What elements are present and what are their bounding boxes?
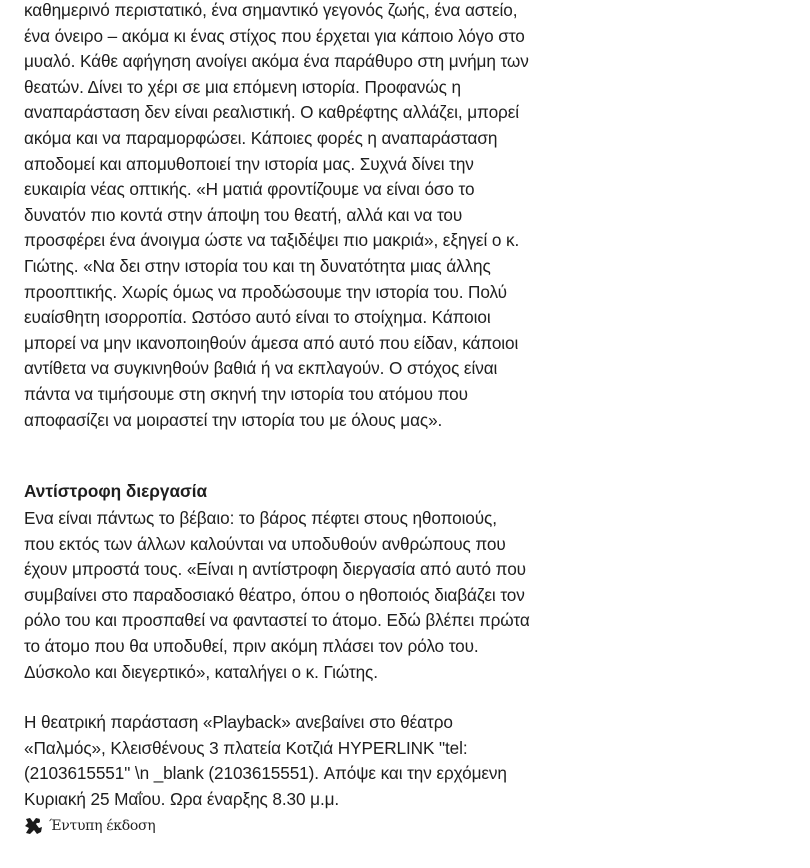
- paragraph-line: ένα όνειρο – ακόμα κι ένας στίχος που έρχεται για κάποιο λόγο στο: [24, 25, 525, 46]
- printed-edition-logo-icon: [24, 816, 44, 836]
- paragraph-line: αποδομεί και απομυθοποιεί την ιστορία μας. Συχνά δίνει την: [24, 153, 474, 174]
- paragraph-line: ακόμα και να παραμορφώσει. Κάποιες φορές η αναπαράσταση: [24, 127, 498, 148]
- paragraph-1: [24, 0, 584, 433]
- paragraph-line: ρόλο του και προσπαθεί να φανταστεί το άτομο. Εδώ βλέπει πρώτα: [24, 610, 530, 631]
- printed-edition-link[interactable]: [24, 816, 155, 836]
- paragraph-line: ευαίσθητη ισορροπία. Ωστόσο αυτό είναι το στοίχημα. Κάποιοι: [24, 307, 491, 328]
- paragraph-line: Κυριακή 25 Μαΐου. Ωρα έναρξης 8.30 μ.μ.: [24, 788, 340, 809]
- paragraph-2: [24, 506, 530, 685]
- paragraph-line: Δύσκολο και διεγερτικό», καταλήγει ο κ. Γιώτης.: [24, 661, 378, 682]
- paragraph-line: Η θεατρική παράσταση «Playback» ανεβαίνει στο θέατρο: [24, 712, 453, 732]
- paragraph-line: θεατών. Δίνει το χέρι σε μια επόμενη ιστορία. Προφανώς η: [24, 76, 461, 97]
- article-body: [24, 0, 584, 809]
- paragraph-line: συμβαίνει στο παραδοσιακό θέατρο, όπου ο ηθοποιός διαβάζει τον: [24, 584, 525, 605]
- paragraph-3: [24, 710, 507, 812]
- paragraph-line: προσφέρει ένα άνοιγμα ώστε να ταξιδέψει πιο μακριά», εξηγεί ο κ.: [24, 230, 520, 251]
- paragraph-line: το άτομο που θα υποδυθεί, πριν ακόμη πλάσει τον ρόλο του.: [24, 635, 479, 656]
- paragraph-line: μπορεί να μην ικανοποιηθούν άμεσα από αυτό που είδαν, κάποιοι: [24, 332, 519, 353]
- paragraph-line: που εκτός των άλλων καλούνται να υποδυθούν ανθρώπους που: [24, 533, 506, 554]
- paragraph-line: αποφασίζει να μοιραστεί την ιστορία του με όλους μας».: [24, 409, 443, 430]
- paragraph-line: ευκαιρία νέας οπτικής. «Η ματιά φροντίζουμε να είναι όσο το: [24, 179, 475, 200]
- section-heading: Αντίστροφη διεργασία: [24, 481, 208, 501]
- paragraph-line: δυνατόν πιο κοντά στην άποψη του θεατή, αλλά και να του: [24, 204, 463, 225]
- paragraph-line: «Παλμός», Κλεισθένους 3 πλατεία Κοτζιά HYPERLINK "tel:: [24, 737, 468, 758]
- paragraph-line: προοπτικής. Χωρίς όμως να προδώσουμε την ιστορία του. Πολύ: [24, 281, 507, 302]
- paragraph-line: πάντα να τιμήσουμε στη σκηνή την ιστορία του ατόμου που: [24, 383, 468, 404]
- paragraph-line: καθημερινό περιστατικό, ένα σημαντικό γεγονός ζωής, ένα αστείο,: [24, 0, 518, 20]
- paragraph-line: (2103615551" \n _blank (2103615551). Απόψε και την ερχόμενη: [24, 763, 507, 784]
- paragraph-line: έχουν μπροστά τους. «Είναι η αντίστροφη διεργασία από αυτό που: [24, 559, 526, 580]
- paragraph-line: αντίθετα να συγκινηθούν βαθιά ή να εκπλαγούν. Ο στόχος είναι: [24, 358, 498, 379]
- paragraph-line: Γιώτης. «Να δει στην ιστορία του και τη δυνατότητα μιας άλλης: [24, 255, 491, 276]
- paragraph-line: Ενα είναι πάντως το βέβαιο: το βάρος πέφτει στους ηθοποιούς,: [24, 508, 497, 528]
- printed-edition-label[interactable]: Έντυπη έκδοση: [49, 818, 156, 834]
- paragraph-line: μυαλό. Κάθε αφήγηση ανοίγει ακόμα ένα παράθυρο στη μνήμη των: [24, 51, 529, 72]
- paragraph-line: αναπαράσταση δεν είναι ρεαλιστική. Ο καθρέφτης αλλάζει, μπορεί: [24, 102, 519, 123]
